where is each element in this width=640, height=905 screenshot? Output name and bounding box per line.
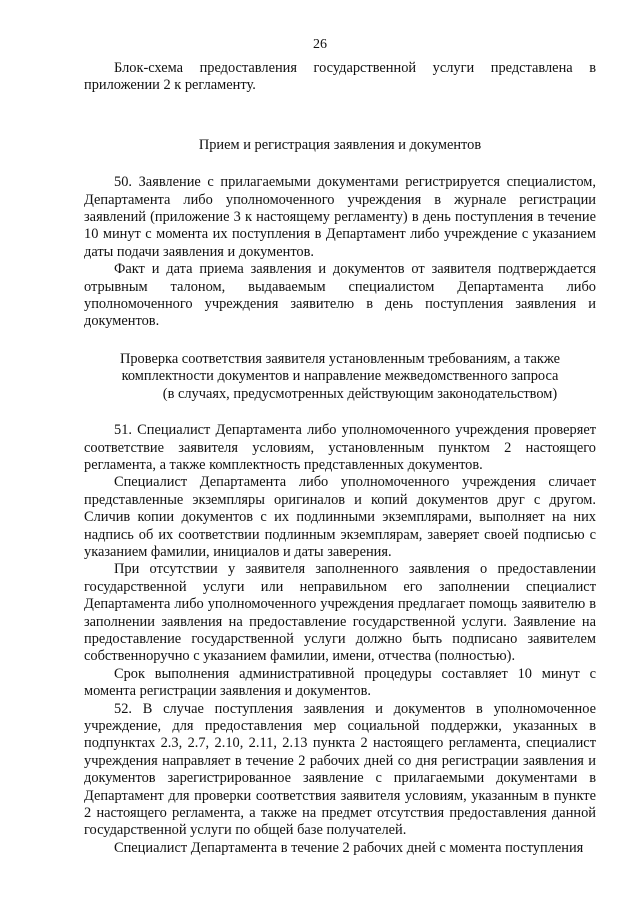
section-heading-verification (84, 351, 596, 403)
paragraph-compare-copies: Специалист Департамента либо уполномоченного учреждения сличает представленные экземпляры оригиналов и копий документов друг с другом. Сличив копии документов с их подлинными экземплярами, выполняет на них надпись об их соответствии подлинным экземплярам, заверяет своей подписью с указанием фамилии, инициалов и даты заверения. (84, 474, 596, 560)
paragraph-51: 51. Специалист Департамента либо уполномоченного учреждения проверяет соответствие заявителя условиям, установленным пунктом 2 настоящего регламента, а также комплектность представленных документов. (84, 422, 596, 473)
page-content (84, 60, 596, 857)
paragraph-52: 52. В случае поступления заявления и документов в уполномоченное учреждение, для предоставления мер социальной поддержки, указанных в подпунктах 2.3, 2.7, 2.10, 2.11, 2.13 пункта 2 настоящего регламента, специалист учреждения направляет в течение 2 рабочих дней со дня регистрации заявления и документов зарегистрированное заявление с прилагаемыми документами в Департамент для проверки соответствия заявителя условиям, указанным в пункте 2 настоящего регламента, а также на предмет отсутствия предоставления данной государственной услуги по общей базе получателей. (84, 700, 596, 839)
paragraph-missing-application: При отсутствии у заявителя заполненного заявления о предоставлении государственной услуги или неправильном его заполнении специалист Департамента либо уполномоченного учреждения предлагает помощь заявителю в заполнении заявления на предоставление государственной услуги. Заявление на предоставление государственной услуги должно быть подписано заявителем собственноручно с указанием фамилии, имени, отчества (полностью). (84, 561, 596, 665)
page-number: 26 (313, 37, 327, 52)
paragraph-department-specialist: Специалист Департамента в течение 2 рабочих дней с момента поступления (114, 839, 584, 856)
paragraph-fact-date: Факт и дата приема заявления и документов от заявителя подтверждается отрывным талоном, выдаваемым специалистом Департамента либо уполномоченного учреждения заявителю в день поступления заявления и документов. (84, 261, 596, 330)
intro-paragraph: Блок-схема предоставления государственной услуги представлена в приложении 2 к регламенту. (84, 60, 596, 94)
section-heading-reception: Прием и регистрация заявления и документов (198, 136, 482, 153)
paragraph-deadline: Срок выполнения административной процедуры составляет 10 минут с момента регистрации заявления и документов. (84, 665, 596, 700)
section-heading-line-3: (в случаях, предусмотренных действующим законодательством) (162, 385, 558, 402)
paragraph-50: 50. Заявление с прилагаемыми документами регистрируется специалистом, Департамента либо уполномоченного учреждения в журнале регистрации заявлений (приложение 3 к настоящему регламенту) в день поступления в течение 10 минут с момента их поступления в Департамент либо учреждение с указанием даты подачи заявления и документов. (84, 174, 596, 260)
section-heading-line-1: Проверка соответствия заявителя установленным требованиям, а также (119, 350, 561, 367)
section-heading-line-2: комплектности документов и направление межведомственного запроса (121, 368, 559, 385)
